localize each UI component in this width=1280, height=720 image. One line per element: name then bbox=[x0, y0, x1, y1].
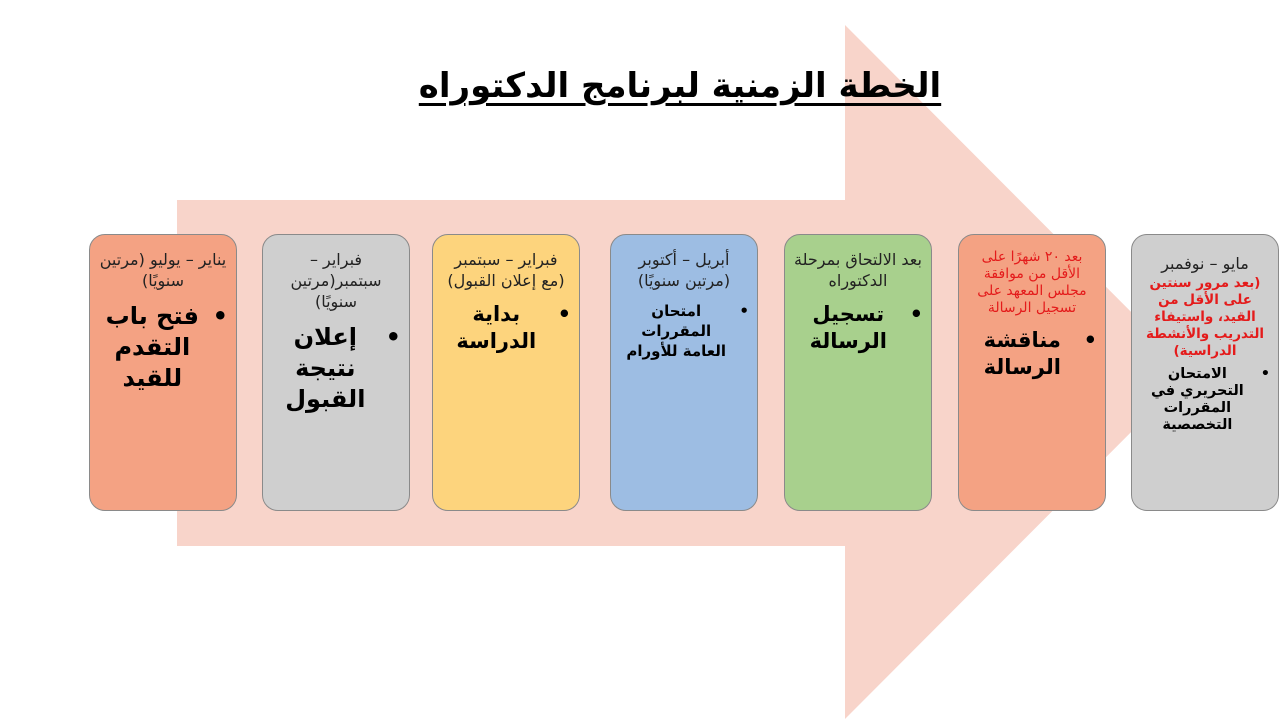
stage-item bbox=[619, 301, 749, 361]
bullet-icon: • bbox=[212, 302, 228, 330]
stage-event: تسجيل الرسالة bbox=[809, 302, 887, 353]
stage-card-admission-result bbox=[262, 234, 410, 511]
stage-period: فبراير – سبتمبر (مع إعلان القبول) bbox=[447, 250, 565, 290]
stage-item bbox=[793, 301, 923, 355]
stage-card-written-exam bbox=[1131, 234, 1279, 511]
stage-event: بداية الدراسة bbox=[456, 302, 537, 353]
stage-item bbox=[98, 301, 228, 394]
page-title: الخطة الزمنية لبرنامج الدكتوراه bbox=[418, 66, 942, 106]
stage-item bbox=[967, 327, 1097, 381]
stage-event: فتح باب التقدم للقيد bbox=[105, 302, 199, 392]
stage-card-general-exam bbox=[610, 234, 758, 511]
stage-period: بعد ٢٠ شهرًا على الأقل من موافقة مجلس المعهد على تسجيل الرسالة bbox=[977, 249, 1087, 316]
bullet-icon: • bbox=[385, 323, 401, 351]
bullet-icon: • bbox=[557, 302, 571, 326]
stage-event: امتحان المقررات العامة للأورام bbox=[626, 302, 726, 360]
stage-period: مايو – نوفمبر bbox=[1161, 254, 1249, 273]
stage-period: فبراير – سبتمبر(مرتين سنويًا) bbox=[290, 250, 382, 311]
stage-card-admission-open bbox=[89, 234, 237, 511]
bullet-icon: • bbox=[1260, 366, 1270, 382]
stage-card-study-start bbox=[432, 234, 580, 511]
stage-event: إعلان نتيجة القبول bbox=[285, 323, 366, 413]
stage-item bbox=[271, 322, 401, 415]
bullet-icon: • bbox=[909, 302, 923, 326]
bullet-icon: • bbox=[1083, 328, 1097, 352]
stage-card-thesis-defense bbox=[958, 234, 1106, 511]
bullet-icon: • bbox=[739, 302, 749, 320]
stage-event: الامتحان التحريري في المقررات التخصصية bbox=[1150, 366, 1244, 433]
stage-card-thesis-registration bbox=[784, 234, 932, 511]
stage-note: (بعد مرور سنتين على الأقل من القيد، واستيفاء التدريب والأنشطة الدراسية) bbox=[1145, 275, 1265, 359]
stage-period: يناير – يوليو (مرتين سنويًا) bbox=[99, 250, 227, 290]
stage-item bbox=[1140, 366, 1270, 434]
stage-period: أبريل – أكتوبر (مرتين سنويًا) bbox=[637, 250, 731, 290]
stage-period: بعد الالتحاق بمرحلة الدكتوراه bbox=[794, 250, 922, 290]
stage-item bbox=[441, 301, 571, 355]
stage-event: مناقشة الرسالة bbox=[983, 328, 1061, 379]
